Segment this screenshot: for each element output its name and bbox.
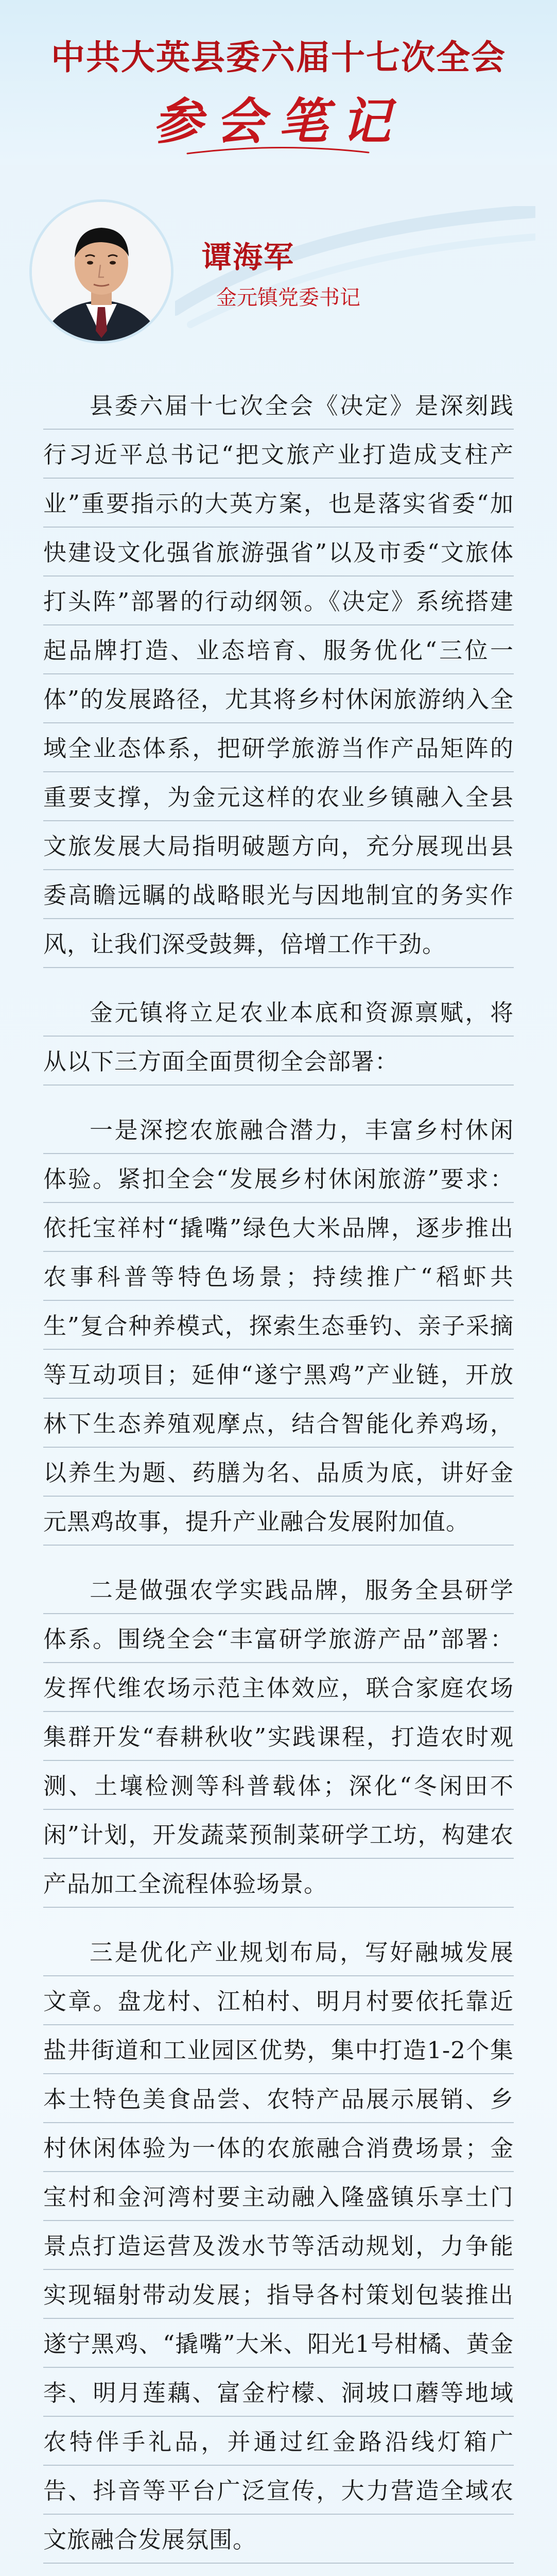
page-title: 中共大英县委六届十七次全会 (51, 38, 506, 77)
paragraph: 三是优化产业规划布局，写好融城发展文章。盘龙村、江柏村、明月村要依托靠近盐井街道和工业园区优势，集中打造1-2个集本土特色美食品尝、农特产品展示展销、乡村休闲体验为一体的农旅融合消费场景；金宝村和金河湾村要主动融入隆盛镇乐享土门景点打造运营及泼水节等活动规划，力争能实现辐射带动发展；指导各村策划包装推出遂宁黑鸡、“撬嘴”大米、阳光1号柑橘、黄金李、明月莲藕、富金柠檬、洞坡口蘑等地域农特伴手礼品，并通过红金路沿线灯箱广告、抖音等平台广泛宣传，大力营造全域农文旅融合发展氛围。 (43, 1928, 514, 2564)
author-photo (32, 202, 171, 341)
author-name: 谭海军 (202, 240, 295, 275)
title-underline-swash (185, 145, 371, 158)
paragraph: 县委六届十七次全会《决定》是深刻践行习近平总书记“把文旅产业打造成支柱产业”重要指示的大英方案，也是落实省委“加快建设文化强省旅游强省”以及市委“文旅体打头阵”部署的行动纲领。《决定》系统搭建起品牌打造、业态培育、服务优化“三位一体”的发展路径，尤其将乡村休闲旅游纳入全域全业态体系，把研学旅游当作产品矩阵的重要支撑，为金元这样的农业乡镇融入全县文旅发展大局指明破题方向，充分展现出县委高瞻远瞩的战略眼光与因地制宜的务实作风，让我们深受鼓舞，倍增工作干劲。 (43, 381, 514, 969)
paragraph: 二是做强农学实践品牌，服务全县研学体系。围绕全会“丰富研学旅游产品”部署：发挥代维农场示范主体效应，联合家庭农场集群开发“春耕秋收”实践课程，打造农时观测、土壤检测等科普载体；深化“冬闲田不闲”计划，开发蔬菜预制菜研学工坊，构建农产品加工全流程体验场景。 (43, 1566, 514, 1908)
article-body (43, 381, 514, 2576)
author-role: 金元镇党委书记 (216, 286, 360, 310)
page-subtitle: 参会笔记 (153, 92, 404, 150)
paragraph: 一是深挖农旅融合潜力，丰富乡村休闲体验。紧扣全会“发展乡村休闲旅游”要求：依托宝祥村“撬嘴”绿色大米品牌，逐步推出农事科普等特色场景；持续推广“稻虾共生”复合种养模式，探索生态垂钓、亲子采摘等互动项目；延伸“遂宁黑鸡”产业链，开放林下生态养殖观摩点，结合智能化养鸡场，以养生为题、药膳为名、品质为底，讲好金元黑鸡故事，提升产业融合发展附加值。 (43, 1106, 514, 1546)
paragraph: 金元镇将立足农业本底和资源禀赋，将从以下三方面全面贯彻全会部署： (43, 988, 514, 1086)
